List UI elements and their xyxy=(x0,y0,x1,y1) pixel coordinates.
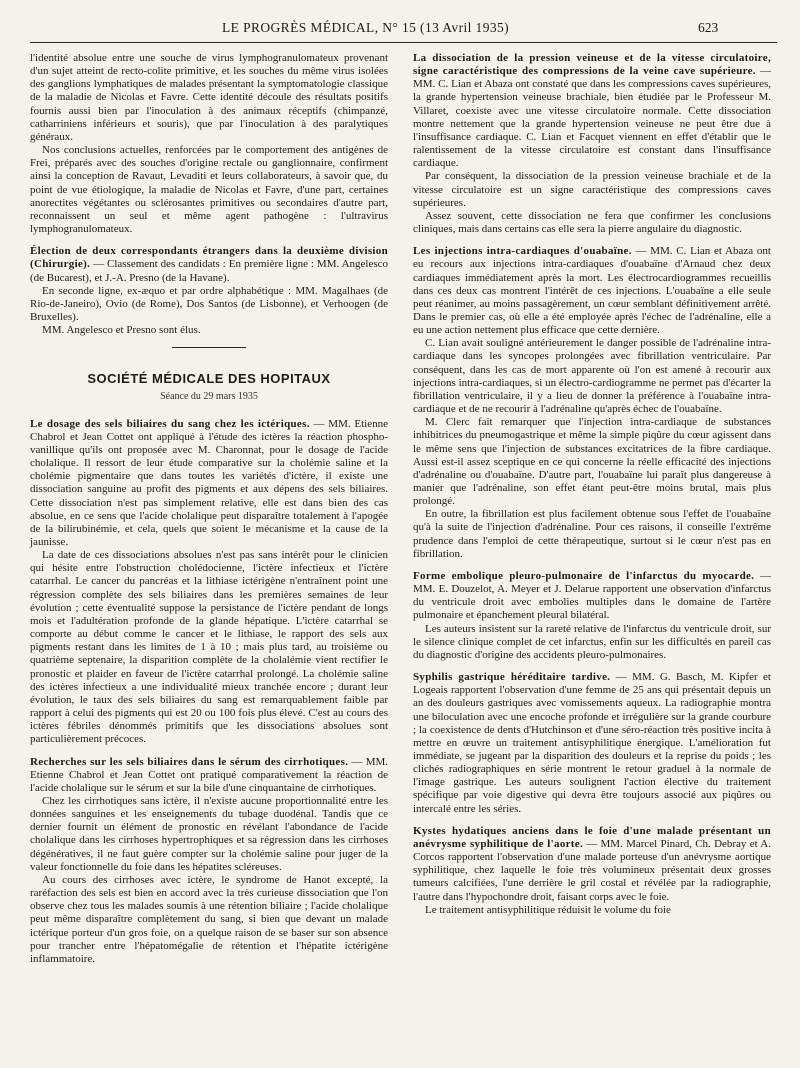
article-title: Recherches sur les sels biliaires dans le sérum des cirrhotiques. xyxy=(30,755,349,768)
article-injections xyxy=(413,245,771,337)
article-title: Forme embolique pleuro-pulmonaire de l'infarctus du myocarde. xyxy=(413,569,755,582)
article-title: Les injections intra-cardiaques d'ouabaïne. xyxy=(413,245,632,258)
article-title: Kystes hydatiques anciens dans le foie d'une malade présentant un anévrysme syphilitique de l'aorte. xyxy=(413,824,771,850)
paragraph: Au cours des cirrhoses avec ictère, le syndrome de Hanot excepté, la raréfaction des sels est bien en accord avec la très curieuse dissociation que l'on observe chez tous les malades soumis à une rétention biliaire ; l'acide cholalique peut même disparaître complètement du sang, si bien que devant un malade ictérique porteur d'un gros foie, on a quelque raison de se baser sur son absence pour trancher entre l'hépatomégalie de rétention et l'hépatite ictérigène inflammatoire. xyxy=(30,873,388,965)
article-recherches xyxy=(30,756,388,795)
section-date: Séance du 29 mars 1935 xyxy=(160,391,258,403)
divider xyxy=(172,347,246,348)
section-heading xyxy=(30,372,388,403)
article-title: Le dosage des sels biliaires du sang chez les ictériques. xyxy=(30,417,310,430)
article-intro: — MM. Etienne Chabrol et Jean Cottet ont appliqué à l'étude des ictères la réaction phospho-vanillique qu'ils ont proposée avec M. Charonnat, pour le dosage de l'acide cholalique. Il ressort de leur étude comparative sur la cholémie saline et la cholémie pigmentaire que dans toutes les variétés d'ictère, il existe une dissociation sanguine au profit des pigments et aux dépens des sels biliaires. Cette dissociation n'est pas simplement relative, elle est dans bien des cas absolue, en ce sens que l'acide cholalique peut disparaître totalement à l'apogée de la bilirubinémie, et cela, quels que soient le mécanisme et la cause de la jaunisse. xyxy=(30,417,388,548)
article-title: Élection de deux correspondants étrangers dans la deuxième division (Chirurgie). xyxy=(30,245,388,271)
running-title: LE PROGRÈS MÉDICAL, N° 15 (13 Avril 1935) xyxy=(222,20,510,35)
paragraph: En seconde ligne, ex-æquo et par ordre alphabétique : MM. Magalhaes (de Rio-de-Janeiro), Ovio (de Rome), Dos Santos (de Lisbonne), et Verhoogen (de Bruxelles). xyxy=(30,284,388,323)
section-title: SOCIÉTÉ MÉDICALE DES HOPITAUX xyxy=(87,371,331,387)
paragraph: Nos conclusions actuelles, renforcées par le comportement des antigènes de Frei, préparés avec des souches d'origine rectale ou ganglionnaire, confirment ainsi la conception de Ravaut, Levaditi et leurs collaborateurs, à savoir que, du point de vue étiologique, la maladie de Nicolas et Favre, d'une part, certaines anorectites végétantes ou sclérosantes primitives ou secondaires d'autre part, reconnaissent un seul et même agent pathogène : l'ultravirus lymphogranulomateux. xyxy=(30,144,388,236)
paragraph: Par conséquent, la dissociation de la pression veineuse brachiale et de la vitesse circulatoire est un signe caractéristique des compressions caves supérieures. xyxy=(413,170,771,209)
paragraph: La date de ces dissociations absolues n'est pas sans intérêt pour le clinicien qui hésite entre l'obstruction cholédocienne, l'ictère infectieux et l'ictère catarrhal. Le cancer du pancréas et la lithiase ictérigène n'entraînent point une régression complète des sels biliaires dans les premières semaines de leur évolution ; cette éventualité suppose la persistance de l'ictère pendant de longs mois et l'adultération profonde de la glande hépatique. L'ictère catarrhal se comporte au début comme le cancer et le lithiase, le rapport des sels aux pigments restant dans les limites de 1 à 10 ; mais plus tard, au troisième ou quatrième septenaire, la disparition complète de la cholalémie vient rectifier le pronostic et plaider en faveur de l'ictère catarrhal prolongé. La cholémie saline des ictères infectieux a une individualité mieux tranchée encore ; durant leur évolution, le taux des sels biliaires du sang est remarquablement faible par rapport à celui des pigments qui est 20 ou 100 fois plus élevé. C'est au cours des ictères fébriles dénommés primitifs que les dissociations absolues sont particulièrement précoces. xyxy=(30,549,388,746)
article-intro: — MM. E. Douzelot, A. Meyer et J. Delarue rapportent une observation d'infarctus du ventricule droit avec embolies multiples dans le domaine de l'artère pulmonaire et épanchement pleural bilatéral. xyxy=(413,569,772,622)
article-intro: — Classement des candidats : En première ligne : MM. Angelesco (de Bucarest), et J.-A. Presno (de la Havane). xyxy=(30,258,388,284)
paragraph: Les auteurs insistent sur la rareté relative de l'infarctus du ventricule droit, sur le silence clinique complet de cet infarctus, enfin sur les difficultés en pareil cas du diagnostic d'origine des accidents pleuro-pulmonaires. xyxy=(413,622,771,661)
paragraph: En outre, la fibrillation est plus facilement obtenue sous l'effet de l'ouabaïne qu'à la suite de l'injection d'adrénaline. Pour ces raisons, il conseille l'extrême prudence dans l'emploi de cette thérapeutique, surtout si le cœur n'est pas en fibrillation. xyxy=(413,508,771,560)
paragraph: M. Clerc fait remarquer que l'injection intra-cardiaque de substances inhibitrices du pneumogastrique et même la simple piqûre du cœur agissent dans le même sens que l'injection de substances excitatrices de la fibre cardiaque. Aussi est-il assez sceptique en ce qui concerne la réelle efficacité des injections d'adrénaline ou d'ouabaïne. D'autre part, l'ouabaïne lui paraît plus dangereuse à manier que l'adrénaline, son effet étant peut-être moins brutal, mais plus prolongé. xyxy=(413,416,771,508)
right-column xyxy=(413,52,771,917)
article-intro: — MM. C. Lian et Abaza ont constaté que dans les compressions caves supérieures, la grande hypertension veineuse brachiale, bien étudiée par le Professeur M. Villaret, coexiste avec une vitesse circulatoire normale. Cette dissociation montre nettement que la grande hypertension veineuse ne peut être due à l'insuffisance cardiaque. C. Lian et Facquet viennent en effet d'établir que le ralentissement de la vitesse circulatoire est constant dans l'insuffisance cardiaque. xyxy=(413,65,772,170)
article-kystes xyxy=(413,825,771,904)
paragraph: Chez les cirrhotiques sans ictère, il n'existe aucune proportionnalité entre les données sanguines et les enseignements du tubage duodénal. Tandis que ce dernier fournit un élément de pronostic en révélant l'abondance de l'acide cholalique dans les cirrhoses hypertrophiques et sa régression dans les cirrhoses dégénératives, il ne faut guère compter sur la cholémie saline pour juger de la valeur fonctionnelle du foie dans les hépatites scléreuses. xyxy=(30,794,388,873)
page-number: 623 xyxy=(698,20,719,35)
article-title: Syphilis gastrique héréditaire tardive. xyxy=(413,671,611,684)
paragraph: l'identité absolue entre une souche de virus lymphogranulomateux provenant d'un sujet atteint de recto-colite primitive, et les souches du même virus isolées des ganglions lymphatiques de malades présentant la symptomatologie classique de la maladie de Nicolas et Favre. Cette identité découle des résultats positifs fournis aussi bien par l'inoculation à des animaux réceptifs (chimpanzé, catharriniens inférieurs et souris), que par l'inoculation à des paralytiques généraux. xyxy=(30,52,388,143)
paragraph: Assez souvent, cette dissociation ne fera que confirmer les conclusions cliniques, mais dans certains cas elle sera la pierre angulaire du diagnostic. xyxy=(413,209,771,236)
article-dosage xyxy=(30,418,388,550)
paragraph: Le traitement antisyphilitique réduisit le volume du foie xyxy=(425,903,671,916)
article-forme-embolique xyxy=(413,570,771,623)
paragraph: C. Lian avait souligné antérieurement le danger possible de l'adrénaline intra-cardiaque dans les syncopes prolongées avec fibrillation ventriculaire. Par conséquent, dans les cas de mort apparente où l'on est amené à recourir aux injections intra-cardiaques, si un électro-cardiogramme ne permet pas d'écarter la fibrillation ventriculaire, il y a lieu de donner la préférence à l'ouabaïne intra-cardiaque et de ne recourir à l'adrénaline qu'après échec de l'ouabaïne. xyxy=(413,337,771,416)
article-intro: — MM. Marcel Pinard, Ch. Debray et A. Corcos rapportent l'observation d'une malade porteuse d'un anévrysme aortique syphilitique, chez laquelle le foie très volumineux présentait deux grosses tumeurs calcifiées, l'une derrière le gril costal et révélée par la radiographie, l'autre dans l'hypochondre droit, faisant corps avec le foie. xyxy=(413,837,771,903)
article-election xyxy=(30,245,388,284)
article-syphilis xyxy=(413,671,771,816)
paragraph: MM. Angelesco et Presno sont élus. xyxy=(42,324,201,337)
page-header xyxy=(0,20,800,42)
article-intro: — MM. G. Basch, M. Kipfer et Logeais rapportent l'observation d'une femme de 25 ans qui présentait depuis un an des douleurs gastriques avec vomissements aqueux. La radiographie montra une biloculation avec une encoche profonde et irrégulière sur la grande courbure ; la coexistence de dents d'Hutchinson et d'une séro-réaction très positive incita à mettre en œuvre un traitement antisyphilitique énergique. L'amélioration fut immédiate, se jugeant par la disparition des douleurs et la reprise du poids ; les clichés radiographiques en série montrent le retour graduel à la normale de l'image gastrique. Les auteurs soulignent l'action élective du traitement spécifique par voie digestive qui devra être toujours associé aux piqûres ou intercalé entre les séries. xyxy=(413,671,771,815)
left-column xyxy=(30,52,388,966)
article-dissociation xyxy=(413,52,771,170)
article-intro: — MM. C. Lian et Abaza ont eu recours aux injections intra-cardiaques d'ouabaïne d'Arnaud chez deux cardiaques immédiatement après la mort. Les électrocardiogrammes recueillis dans ces deux cas montrent l'intérêt de ces injections. L'ouabaïne a elle seule peut réanimer, au moins passagèrement, un cœur semblant définitivement arrêté. Dans le premier cas, où elle a été employée après l'échec de l'adrénaline, elle a eu une action nettement plus efficace que cette dernière. xyxy=(413,245,771,337)
article-intro: — MM. Etienne Chabrol et Jean Cottet ont pratiqué comparativement la réaction de l'acide cholalique sur le sérum et sur la bile d'une cinquantaine de cirrhotiques. xyxy=(30,755,389,794)
article-title: La dissociation de la pression veineuse et de la vitesse circulatoire, signe caractéristique des compressions de la veine cave supérieure. xyxy=(413,52,771,78)
header-rule xyxy=(30,42,777,43)
